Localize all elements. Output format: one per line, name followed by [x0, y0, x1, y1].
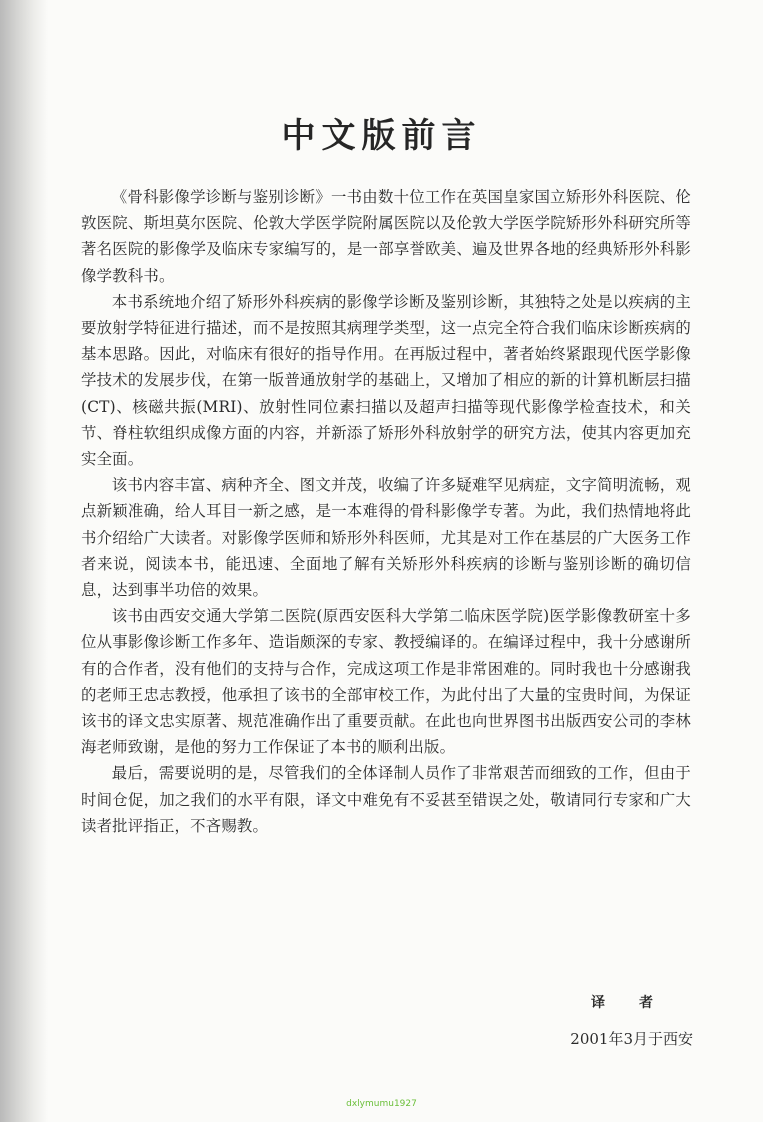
- paragraph: 本书系统地介绍了矫形外科疾病的影像学诊断及鉴别诊断，其独特之处是以疾病的主要放射学特征进行描述，而不是按照其病理学类型，这一点完全符合我们临床诊断疾病的基本思路。因此，对临床有很好的指导作用。在再版过程中，著者始终紧跟现代医学影像学技术的发展步伐，在第一版普通放射学的基础上，又增加了相应的新的计算机断层扫描(CT)、核磁共振(MRI)、放射性同位素扫描以及超声扫描等现代影像学检查技术，和关节、脊柱软组织成像方面的内容，并新添了矫形外科放射学的研究方法，使其内容更加充实全面。: [81, 292, 691, 469]
- page-title: 中文版前言: [281, 116, 482, 156]
- paragraph: 最后，需要说明的是，尽管我们的全体译制人员作了非常艰苦而细致的工作，但由于时间仓促，加之我们的水平有限，译文中难免有不妥甚至错误之处，敬请同行专家和广大读者批评指正，不吝赐教。: [81, 764, 691, 835]
- paragraph: 该书内容丰富、病种齐全、图文并茂，收编了许多疑难罕见病症，文字简明流畅，观点新颖准确，给人耳目一新之感，是一本难得的骨科影像学专著。为此，我们热情地将此书介绍给广大读者。对影像学医师和矫形外科医师，尤其是对工作在基层的广大医务工作者来说，阅读本书，能迅速、全面地了解有关矫形外科疾病的诊断与鉴别诊断的确切信息，达到事半功倍的效果。: [81, 476, 691, 600]
- paragraph: 该书由西安交通大学第二医院(原西安医科大学第二临床医学院)医学影像教研室十多位从事影像诊断工作多年、造诣颇深的专家、教授编译的。在编译过程中，我十分感谢所有的合作者，没有他们的支持与合作，完成这项工作是非常困难的。同时我也十分感谢我的老师王忠志教授，他承担了该书的全部审校工作，为此付出了大量的宝贵时间，为保证该书的译文忠实原著、规范准确作出了重要贡献。在此也向世界图书出版西安公司的李林海老师致谢，是他的努力工作保证了本书的顺利出版。: [81, 607, 691, 757]
- paragraph: 《骨科影像学诊断与鉴别诊断》一书由数十位工作在英国皇家国立矫形外科医院、伦敦医院、斯坦莫尔医院、伦敦大学医学院附属医院以及伦敦大学医学院矫形外科研究所等著名医院的影像学及临床专家编写的，是一部享誉欧美、遍及世界各地的经典矫形外科影像学教科书。: [81, 188, 691, 285]
- scan-shadow: [0, 0, 48, 1122]
- translator-label: 译 者: [591, 995, 663, 1011]
- signoff-date: 2001年3月于西安: [570, 1030, 693, 1048]
- watermark-text: dxlymumu1927: [346, 1099, 417, 1109]
- preface-body: [81, 184, 691, 839]
- signoff: [570, 984, 693, 1057]
